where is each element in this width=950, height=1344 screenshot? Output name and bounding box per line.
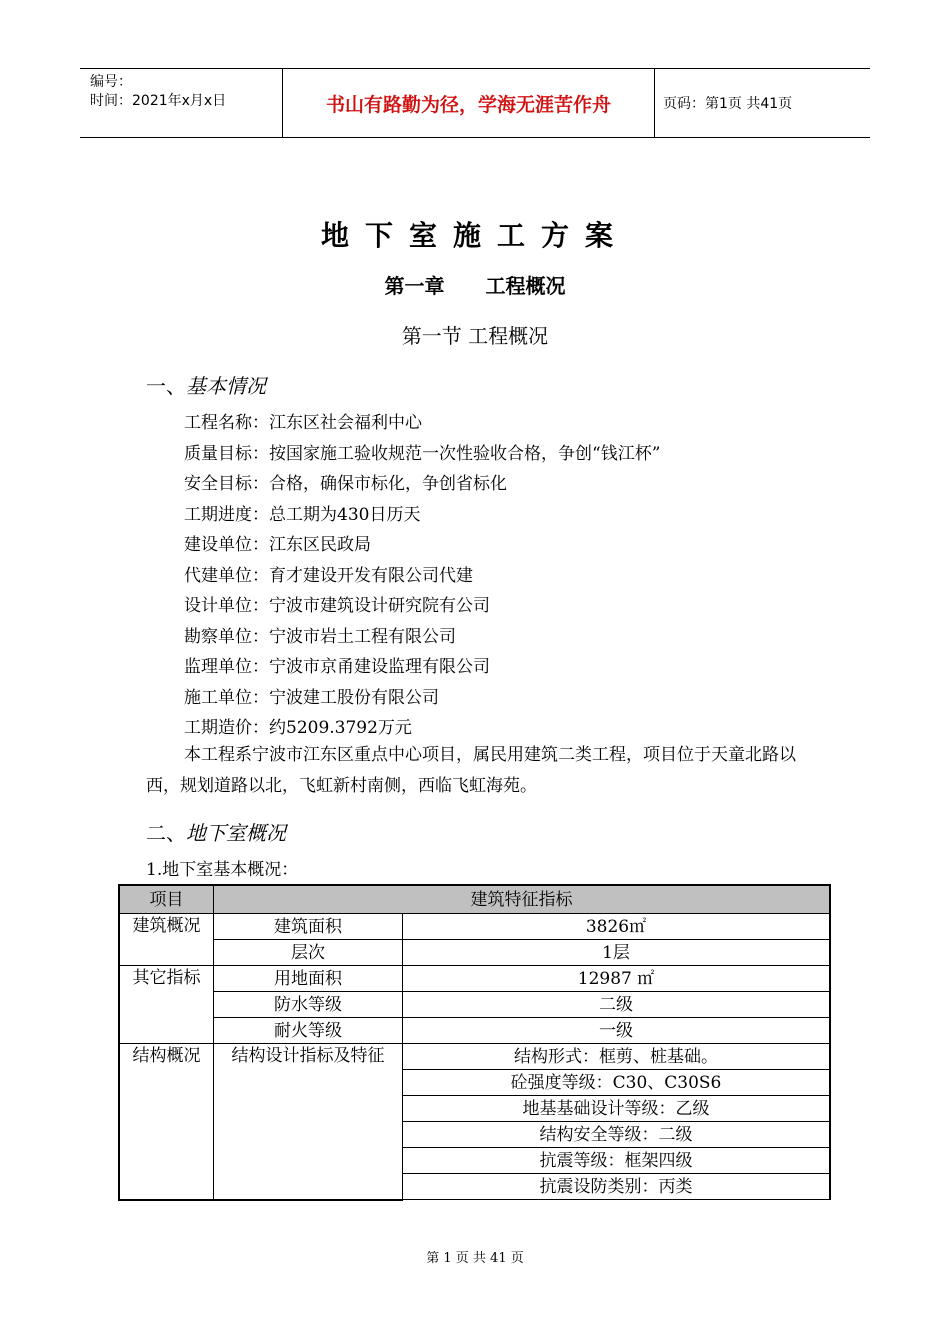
chapter-heading	[0, 270, 950, 299]
header-time-label: 时间：2021年x月x日	[90, 93, 227, 109]
part2-subheading: 1.地下室基本概况：	[146, 860, 299, 880]
row-label: 防水等级	[214, 992, 403, 1018]
info-line: 施工单位：宁波建工股份有限公司	[184, 688, 439, 708]
row-value: 抗震设防类别：丙类	[403, 1174, 831, 1200]
section-heading: 第一节 工程概况	[401, 324, 549, 348]
table-row	[119, 966, 830, 992]
header-motto: 书山有路勤为径，学海无涯苦作舟	[282, 69, 655, 137]
row-label: 建筑面积	[214, 914, 403, 940]
info-line: 监理单位：宁波市京甬建设监理有限公司	[184, 657, 490, 677]
info-line: 工程名称：江东区社会福利中心	[184, 413, 422, 433]
page-footer: 第 1 页 共 41 页	[426, 1251, 524, 1266]
part1-title: 基本情况	[186, 374, 266, 398]
table-header-row	[119, 885, 830, 914]
info-line: 质量目标：按国家施工验收规范一次性验收合格，争创“钱江杯”	[184, 444, 661, 464]
document-title: 地下室施工方案	[320, 219, 629, 252]
table-header-spec: 建筑特征指标	[214, 885, 831, 914]
row-label: 耐火等级	[214, 1018, 403, 1044]
part1-number: 一、	[146, 374, 186, 398]
table-header-item: 项目	[119, 885, 214, 914]
table-row	[119, 1044, 830, 1070]
page-header	[80, 68, 870, 138]
header-number-label: 编号：	[90, 74, 132, 90]
info-line: 设计单位：宁波市建筑设计研究院有公司	[184, 596, 490, 616]
info-line: 工期造价：约5209.3792万元	[184, 718, 412, 738]
header-page-info: 页码：第1页 共41页	[663, 96, 793, 112]
part2-number: 二、	[146, 821, 186, 845]
structure-label: 结构设计指标及特征	[214, 1044, 403, 1200]
info-line: 勘察单位：宁波市岩土工程有限公司	[184, 627, 456, 647]
row-value: 二级	[403, 992, 831, 1018]
table-row	[119, 992, 830, 1018]
part1-heading	[146, 370, 266, 399]
row-value: 地基基础设计等级：乙级	[403, 1096, 831, 1122]
table-row	[119, 914, 830, 940]
row-value: 抗震等级：框架四级	[403, 1148, 831, 1174]
chapter-number: 第一章	[384, 274, 445, 298]
part2-heading	[146, 817, 286, 846]
table-row	[119, 1018, 830, 1044]
chapter-name: 工程概况	[485, 274, 566, 298]
row-label: 用地面积	[214, 966, 403, 992]
part2-title: 地下室概况	[186, 821, 286, 845]
row-value: 一级	[403, 1018, 831, 1044]
row-value: 砼强度等级：C30、C30S6	[403, 1070, 831, 1096]
row-value: 1层	[403, 940, 831, 966]
row-label: 层次	[214, 940, 403, 966]
basement-spec-table	[118, 884, 831, 1201]
info-line: 建设单位：江东区民政局	[184, 535, 371, 555]
header-meta	[80, 69, 282, 137]
info-line: 代建单位：育才建设开发有限公司代建	[184, 566, 473, 586]
project-description: 本工程系宁波市江东区重点中心项目，属民用建筑二类工程，项目位于天童北路以西，规划道路以北，飞虹新村南侧，西临飞虹海苑。	[146, 745, 796, 796]
info-line: 工期进度：总工期为430日历天	[184, 505, 421, 525]
table-row	[119, 940, 830, 966]
group-structure: 结构概况	[119, 1044, 214, 1200]
row-value: 结构安全等级：二级	[403, 1122, 831, 1148]
group-other: 其它指标	[119, 966, 214, 1044]
row-value: 结构形式：框剪、桩基础。	[403, 1044, 831, 1070]
group-building: 建筑概况	[119, 914, 214, 966]
row-value: 12987 ㎡	[403, 966, 831, 992]
row-value: 3826㎡	[403, 914, 831, 940]
info-line: 安全目标：合格，确保市标化，争创省标化	[184, 474, 507, 494]
